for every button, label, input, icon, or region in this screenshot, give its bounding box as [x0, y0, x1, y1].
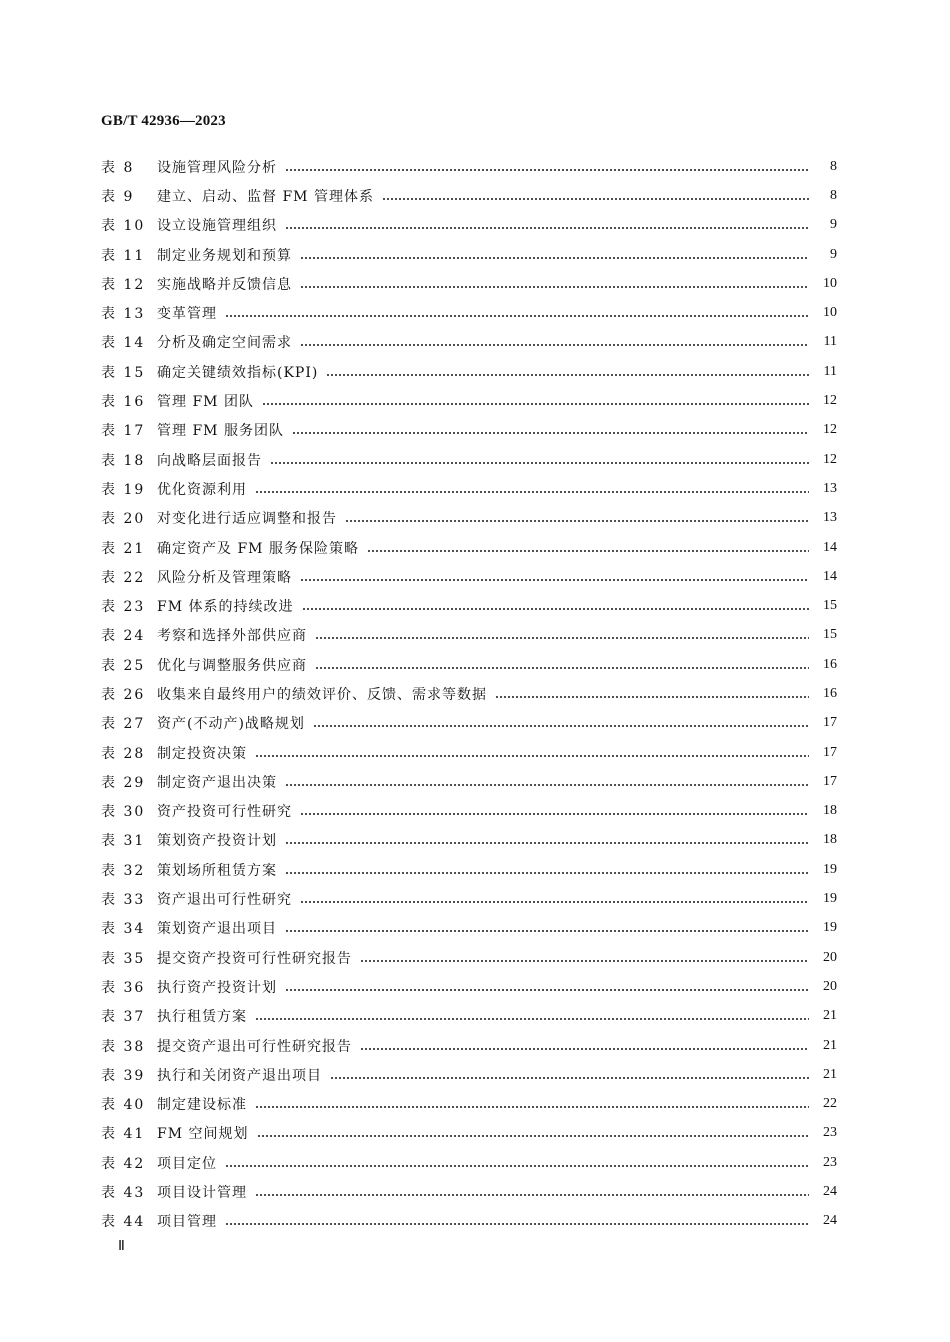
- toc-entry-page: 21: [823, 1066, 837, 1082]
- toc-entry-page: 13: [823, 510, 837, 526]
- toc-leader-dots: [225, 1223, 809, 1225]
- toc-entry[interactable]: [101, 152, 837, 181]
- toc-entry-title: 提交资产退出可行性研究报告: [157, 1038, 352, 1055]
- toc-entry-title: 确定关键绩效指标(KPI): [157, 364, 319, 381]
- toc-entry-label: 表 10: [101, 218, 146, 235]
- toc-entry-title: 变革管理: [157, 306, 217, 323]
- toc-entry-page: 15: [823, 598, 837, 614]
- toc-entry[interactable]: [101, 416, 837, 445]
- toc-entry[interactable]: [101, 474, 837, 503]
- toc-entry-title: 策划资产投资计划: [157, 833, 277, 850]
- toc-entry-title: 资产退出可行性研究: [157, 892, 292, 909]
- toc-entry[interactable]: [101, 1090, 837, 1119]
- toc-entry-title: 资产投资可行性研究: [157, 804, 292, 821]
- toc-leader-dots: [285, 930, 809, 932]
- toc-entry-title: 项目管理: [157, 1214, 217, 1231]
- toc-entry[interactable]: [101, 972, 837, 1001]
- toc-entry-title: 建立、启动、监督 FM 管理体系: [157, 188, 374, 205]
- toc-entry[interactable]: [101, 591, 837, 620]
- toc-leader-dots: [262, 403, 809, 405]
- toc-leader-dots: [285, 872, 809, 874]
- toc-entry-page: 10: [823, 275, 837, 291]
- toc-entry-page: 24: [823, 1184, 837, 1200]
- toc-entry[interactable]: [101, 298, 837, 327]
- toc-entry-label: 表 31: [101, 833, 146, 850]
- toc-leader-dots: [270, 462, 809, 464]
- toc-entry[interactable]: [101, 211, 837, 240]
- toc-entry-page: 9: [830, 246, 837, 262]
- toc-entry-title: 制定投资决策: [157, 745, 247, 762]
- toc-entry-page: 17: [823, 715, 837, 731]
- toc-leader-dots: [326, 374, 809, 376]
- toc-entry[interactable]: [101, 1002, 837, 1031]
- toc-entry-page: 20: [823, 978, 837, 994]
- toc-entry-page: 18: [823, 832, 837, 848]
- toc-entry-title: 项目定位: [157, 1155, 217, 1172]
- toc-entry-page: 22: [823, 1096, 837, 1112]
- toc-leader-dots: [345, 520, 809, 522]
- toc-entry-title: 制定资产退出决策: [157, 774, 277, 791]
- toc-entry[interactable]: [101, 533, 837, 562]
- toc-entry-label: 表 28: [101, 745, 146, 762]
- toc-leader-dots: [255, 491, 809, 493]
- toc-entry-label: 表 41: [101, 1126, 146, 1143]
- toc-entry-title: 考察和选择外部供应商: [157, 628, 307, 645]
- table-of-contents: [101, 152, 837, 1236]
- toc-entry[interactable]: [101, 1119, 837, 1148]
- toc-entry[interactable]: [101, 240, 837, 269]
- toc-entry-label: 表 16: [101, 394, 146, 411]
- toc-entry-label: 表 25: [101, 657, 146, 674]
- toc-entry-page: 14: [823, 539, 837, 555]
- toc-entry-label: 表 24: [101, 628, 146, 645]
- toc-leader-dots: [300, 257, 809, 259]
- toc-entry[interactable]: [101, 445, 837, 474]
- toc-entry[interactable]: [101, 621, 837, 650]
- toc-entry[interactable]: [101, 679, 837, 708]
- toc-entry-label: 表 12: [101, 276, 146, 293]
- toc-entry-title: 优化资源利用: [157, 481, 247, 498]
- toc-leader-dots: [495, 696, 809, 698]
- toc-leader-dots: [285, 227, 809, 229]
- toc-entry-page: 12: [823, 422, 837, 438]
- toc-entry[interactable]: [101, 386, 837, 415]
- toc-entry-label: 表 44: [101, 1214, 146, 1231]
- toc-entry[interactable]: [101, 1060, 837, 1089]
- toc-entry-page: 8: [830, 158, 837, 174]
- toc-entry-page: 17: [823, 744, 837, 760]
- toc-entry[interactable]: [101, 1031, 837, 1060]
- toc-entry-page: 8: [830, 187, 837, 203]
- toc-entry-label: 表 29: [101, 774, 146, 791]
- toc-entry-page: 18: [823, 803, 837, 819]
- toc-entry[interactable]: [101, 562, 837, 591]
- toc-leader-dots: [300, 344, 809, 346]
- toc-entry-label: 表 11: [101, 247, 146, 264]
- toc-entry-title: FM 空间规划: [157, 1126, 249, 1143]
- toc-entry[interactable]: [101, 738, 837, 767]
- toc-entry-label: 表 30: [101, 804, 146, 821]
- toc-entry-page: 17: [823, 773, 837, 789]
- toc-leader-dots: [255, 755, 809, 757]
- toc-leader-dots: [382, 198, 809, 200]
- toc-entry[interactable]: [101, 1177, 837, 1206]
- toc-entry-title: 优化与调整服务供应商: [157, 657, 307, 674]
- page-number: Ⅱ: [118, 1239, 125, 1254]
- toc-entry-title: 向战略层面报告: [157, 452, 262, 469]
- toc-entry-title: 执行租赁方案: [157, 1009, 247, 1026]
- toc-entry-label: 表 14: [101, 335, 146, 352]
- toc-entry-title: 执行和关闭资产退出项目: [157, 1067, 322, 1084]
- toc-entry-page: 12: [823, 451, 837, 467]
- toc-entry[interactable]: [101, 826, 837, 855]
- toc-entry-title: 策划场所租赁方案: [157, 862, 277, 879]
- toc-leader-dots: [285, 989, 809, 991]
- toc-entry-title: FM 体系的持续改进: [157, 599, 294, 616]
- toc-entry[interactable]: [101, 767, 837, 796]
- toc-entry-label: 表 32: [101, 862, 146, 879]
- toc-entry[interactable]: [101, 797, 837, 826]
- toc-entry[interactable]: [101, 1207, 837, 1236]
- toc-leader-dots: [300, 813, 809, 815]
- toc-entry[interactable]: [101, 328, 837, 357]
- toc-entry-label: 表 15: [101, 364, 146, 381]
- toc-entry-title: 制定建设标准: [157, 1097, 247, 1114]
- toc-entry[interactable]: [101, 269, 837, 298]
- toc-entry-page: 19: [823, 861, 837, 877]
- toc-entry-label: 表 13: [101, 306, 146, 323]
- toc-entry-page: 12: [823, 393, 837, 409]
- toc-leader-dots: [300, 901, 809, 903]
- toc-entry-title: 提交资产投资可行性研究报告: [157, 950, 352, 967]
- toc-entry-title: 实施战略并反馈信息: [157, 276, 292, 293]
- toc-entry-page: 9: [830, 217, 837, 233]
- toc-entry-label: 表 19: [101, 481, 146, 498]
- toc-leader-dots: [360, 1048, 809, 1050]
- toc-entry-page: 10: [823, 305, 837, 321]
- toc-entry-title: 策划资产退出项目: [157, 921, 277, 938]
- toc-entry[interactable]: [101, 504, 837, 533]
- toc-entry-label: 表 21: [101, 540, 146, 557]
- toc-entry-page: 15: [823, 627, 837, 643]
- toc-entry-page: 19: [823, 891, 837, 907]
- toc-entry-title: 资产(不动产)战略规划: [157, 716, 305, 733]
- toc-leader-dots: [313, 725, 809, 727]
- toc-entry[interactable]: [101, 181, 837, 210]
- toc-leader-dots: [367, 550, 809, 552]
- toc-entry-title: 管理 FM 服务团队: [157, 423, 284, 440]
- toc-entry-page: 16: [823, 656, 837, 672]
- toc-entry-title: 执行资产投资计划: [157, 979, 277, 996]
- toc-leader-dots: [300, 286, 809, 288]
- toc-entry-title: 项目设计管理: [157, 1185, 247, 1202]
- toc-entry-page: 20: [823, 949, 837, 965]
- toc-entry-title: 分析及确定空间需求: [157, 335, 292, 352]
- document-id: GB/T 42936—2023: [101, 113, 226, 129]
- toc-entry-title: 制定业务规划和预算: [157, 247, 292, 264]
- toc-entry-label: 表 35: [101, 950, 146, 967]
- toc-entry[interactable]: [101, 914, 837, 943]
- toc-entry-page: 16: [823, 685, 837, 701]
- toc-entry-label: 表 20: [101, 511, 146, 528]
- toc-entry-label: 表 43: [101, 1185, 146, 1202]
- toc-entry-page: 11: [823, 363, 837, 379]
- toc-entry-page: 14: [823, 568, 837, 584]
- toc-entry-label: 表 26: [101, 686, 146, 703]
- toc-entry-title: 对变化进行适应调整和报告: [157, 511, 337, 528]
- toc-leader-dots: [257, 1135, 810, 1137]
- toc-entry-page: 21: [823, 1008, 837, 1024]
- toc-entry[interactable]: [101, 884, 837, 913]
- toc-entry-title: 确定资产及 FM 服务保险策略: [157, 540, 359, 557]
- toc-entry-label: 表 17: [101, 423, 146, 440]
- toc-leader-dots: [330, 1077, 809, 1079]
- toc-entry-label: 表 22: [101, 569, 146, 586]
- toc-leader-dots: [285, 842, 809, 844]
- toc-entry-title: 设立设施管理组织: [157, 218, 277, 235]
- toc-entry-title: 风险分析及管理策略: [157, 569, 292, 586]
- toc-leader-dots: [255, 1018, 809, 1020]
- toc-entry-page: 23: [823, 1125, 837, 1141]
- toc-entry[interactable]: [101, 709, 837, 738]
- toc-entry-page: 24: [823, 1213, 837, 1229]
- toc-entry-page: 23: [823, 1154, 837, 1170]
- toc-leader-dots: [255, 1194, 809, 1196]
- toc-leader-dots: [360, 960, 809, 962]
- toc-leader-dots: [302, 608, 810, 610]
- toc-entry-label: 表 40: [101, 1097, 146, 1114]
- toc-leader-dots: [285, 169, 809, 171]
- toc-entry-label: 表 33: [101, 892, 146, 909]
- toc-entry-label: 表 9: [101, 188, 135, 205]
- toc-entry-page: 11: [823, 334, 837, 350]
- toc-entry-label: 表 39: [101, 1067, 146, 1084]
- toc-entry-title: 收集来自最终用户的绩效评价、反馈、需求等数据: [157, 686, 487, 703]
- toc-entry-label: 表 36: [101, 979, 146, 996]
- toc-leader-dots: [225, 315, 809, 317]
- toc-leader-dots: [285, 784, 809, 786]
- toc-entry-title: 管理 FM 团队: [157, 394, 254, 411]
- toc-entry-page: 13: [823, 480, 837, 496]
- toc-entry-title: 设施管理风险分析: [157, 159, 277, 176]
- toc-entry-label: 表 37: [101, 1009, 146, 1026]
- toc-leader-dots: [315, 637, 809, 639]
- toc-entry[interactable]: [101, 1148, 837, 1177]
- toc-entry-page: 19: [823, 920, 837, 936]
- toc-entry-label: 表 8: [101, 159, 135, 176]
- toc-entry-label: 表 34: [101, 921, 146, 938]
- toc-entry-label: 表 27: [101, 716, 146, 733]
- toc-entry-label: 表 23: [101, 599, 146, 616]
- toc-entry-label: 表 42: [101, 1155, 146, 1172]
- toc-entry[interactable]: [101, 943, 837, 972]
- toc-entry[interactable]: [101, 855, 837, 884]
- toc-leader-dots: [255, 1106, 809, 1108]
- toc-entry[interactable]: [101, 357, 837, 386]
- toc-leader-dots: [292, 432, 809, 434]
- toc-entry-label: 表 18: [101, 452, 146, 469]
- toc-entry-label: 表 38: [101, 1038, 146, 1055]
- toc-leader-dots: [300, 579, 809, 581]
- toc-entry-page: 21: [823, 1037, 837, 1053]
- toc-entry[interactable]: [101, 650, 837, 679]
- toc-leader-dots: [315, 667, 809, 669]
- toc-leader-dots: [225, 1165, 809, 1167]
